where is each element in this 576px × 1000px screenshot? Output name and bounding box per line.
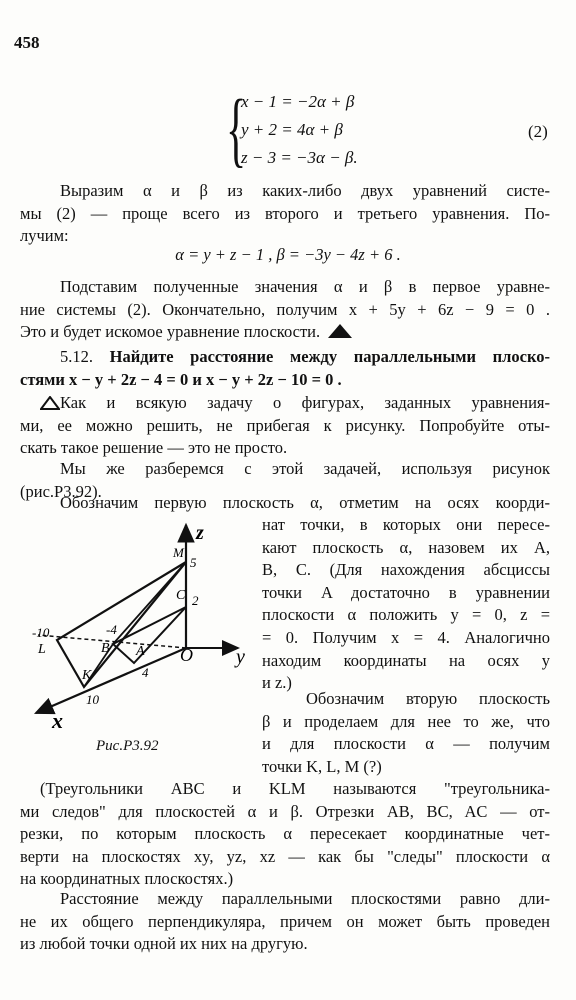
text-line: (Треугольники ABC и KLM называются "треугольника-	[40, 779, 550, 798]
paragraph-5-wrapped	[262, 514, 550, 695]
paragraph-1	[20, 180, 550, 248]
problem-number: 5.12.	[60, 347, 93, 366]
text-line: Выразим α и β из каких-либо двух уравнений систе-	[60, 181, 550, 200]
text-line: Расстояние между параллельными плоскостями равно дли-	[60, 889, 550, 908]
system-number: (2)	[528, 122, 548, 141]
point-a-label: A	[136, 644, 145, 659]
tick-z5: 5	[190, 555, 197, 570]
z-axis-label: z	[196, 522, 204, 544]
paragraph-6	[262, 688, 550, 778]
end-of-solution-triangle-icon	[328, 323, 352, 339]
text-line: Это и будет искомое уравнение плоскости.	[20, 321, 550, 344]
system-eq-3: z − 3 = −3α − β.	[241, 148, 358, 167]
paragraph-5	[20, 492, 550, 515]
text-line: на координатных плоскостях.)	[20, 869, 234, 889]
text-line: находим координаты на осях y	[262, 650, 550, 670]
text-line: Мы же разберемся с этой задачей, используя рисунок	[60, 459, 550, 478]
text-line: ми, ее можно решить, не прибегая к рисунку. Попробуйте оты-	[20, 415, 550, 435]
system-brace: {	[226, 83, 247, 176]
text-line: точки A достаточно в уравнении	[262, 582, 550, 602]
text-line: точки K, L, M (?)	[262, 756, 382, 776]
text-line: 5.12. Найдите расстояние между параллельными плоско-	[60, 347, 551, 366]
problem-5-12	[20, 346, 550, 391]
paragraph-8	[20, 888, 550, 956]
paragraph-7	[20, 778, 550, 891]
figure-p3-92	[18, 515, 258, 745]
text-line: Обозначим первую плоскость α, отметим на осях коорди-	[60, 493, 550, 512]
point-k-label: K	[82, 668, 92, 683]
tick-y-minus-4: -4	[106, 622, 117, 637]
system-eq-1: x − 1 = −2α + β	[241, 92, 355, 111]
text-line: ми следов" для плоскостей α и β. Отрезки AB, BC, AC — от-	[20, 801, 550, 821]
page-number: 458	[14, 33, 40, 52]
text-line: β и проделаем для нее то же, что	[262, 711, 550, 731]
text-line: Как и всякую задачу о фигурах, заданных уравнения-	[20, 392, 550, 415]
text-line: мы (2) — проще всего из второго и третьего уравнения. По-	[20, 203, 550, 223]
tick-x10: 10	[86, 692, 99, 707]
paragraph-2	[20, 276, 550, 344]
point-c-label: C	[176, 588, 186, 603]
text-line: и для плоскости α — получим	[262, 734, 550, 754]
tick-z2: 2	[192, 593, 199, 608]
x-axis-label: x	[52, 708, 63, 733]
text-line: Подставим полученные значения α и β в первое уравне-	[60, 277, 550, 296]
tick-y-minus-10: -10	[32, 625, 50, 640]
text-line: и z.)	[262, 673, 292, 693]
text-line: нат точки, в которых они пересе-	[262, 515, 550, 534]
triangle-abc	[113, 607, 186, 663]
text-line: скать такое решение — это не просто.	[20, 438, 288, 458]
text-line: ние системы (2). Окончательно, получим x + 5y + 6z − 9 = 0 .	[20, 299, 550, 319]
text-line: кают плоскость α, назовем их A,	[262, 537, 550, 557]
formula-alpha-beta: α = y + z − 1 , β = −3y − 4z + 6 .	[175, 245, 401, 264]
text-line: не их общего перпендикуляра, причем он может быть проведен	[20, 911, 550, 931]
point-l-label: L	[38, 642, 46, 657]
text-line: верти на плоскостях xy, yz, xz — как бы "следы" плоскости α	[20, 846, 550, 866]
construction-line	[113, 562, 186, 644]
text-line: резки, по которым плоскость α пересекает координатные чет-	[20, 824, 550, 844]
text-line: из любой точки одной их них на другую.	[20, 934, 308, 954]
text-line: Обозначим вторую плоскость	[306, 689, 550, 708]
text-line: (рис.Р3.92).	[20, 481, 102, 501]
y-axis-label: y	[236, 646, 245, 668]
tick-x4: 4	[142, 665, 149, 680]
text-line: лучим:	[20, 226, 69, 246]
figure-caption: Рис.Р3.92	[96, 738, 159, 754]
text-line: = 0. Получим x = 4. Аналогично	[262, 627, 550, 647]
system-eq-2: y + 2 = 4α + β	[241, 120, 343, 139]
point-m-label: M	[173, 545, 184, 560]
point-b-label: B	[101, 641, 110, 656]
solution-start-triangle-icon	[40, 396, 60, 410]
text-line: плоскости α положить y = 0, z =	[262, 605, 550, 625]
origin-label: O	[180, 645, 193, 665]
text-line: B, C. (Для нахождения абсциссы	[262, 560, 550, 580]
paragraph-3	[20, 392, 550, 460]
x-axis	[36, 648, 186, 713]
triangle-klm	[57, 562, 186, 687]
coordinate-diagram	[18, 515, 258, 740]
text-line: стями x − y + 2z − 4 = 0 и x − y + 2z − 10 = 0 .	[20, 369, 342, 389]
